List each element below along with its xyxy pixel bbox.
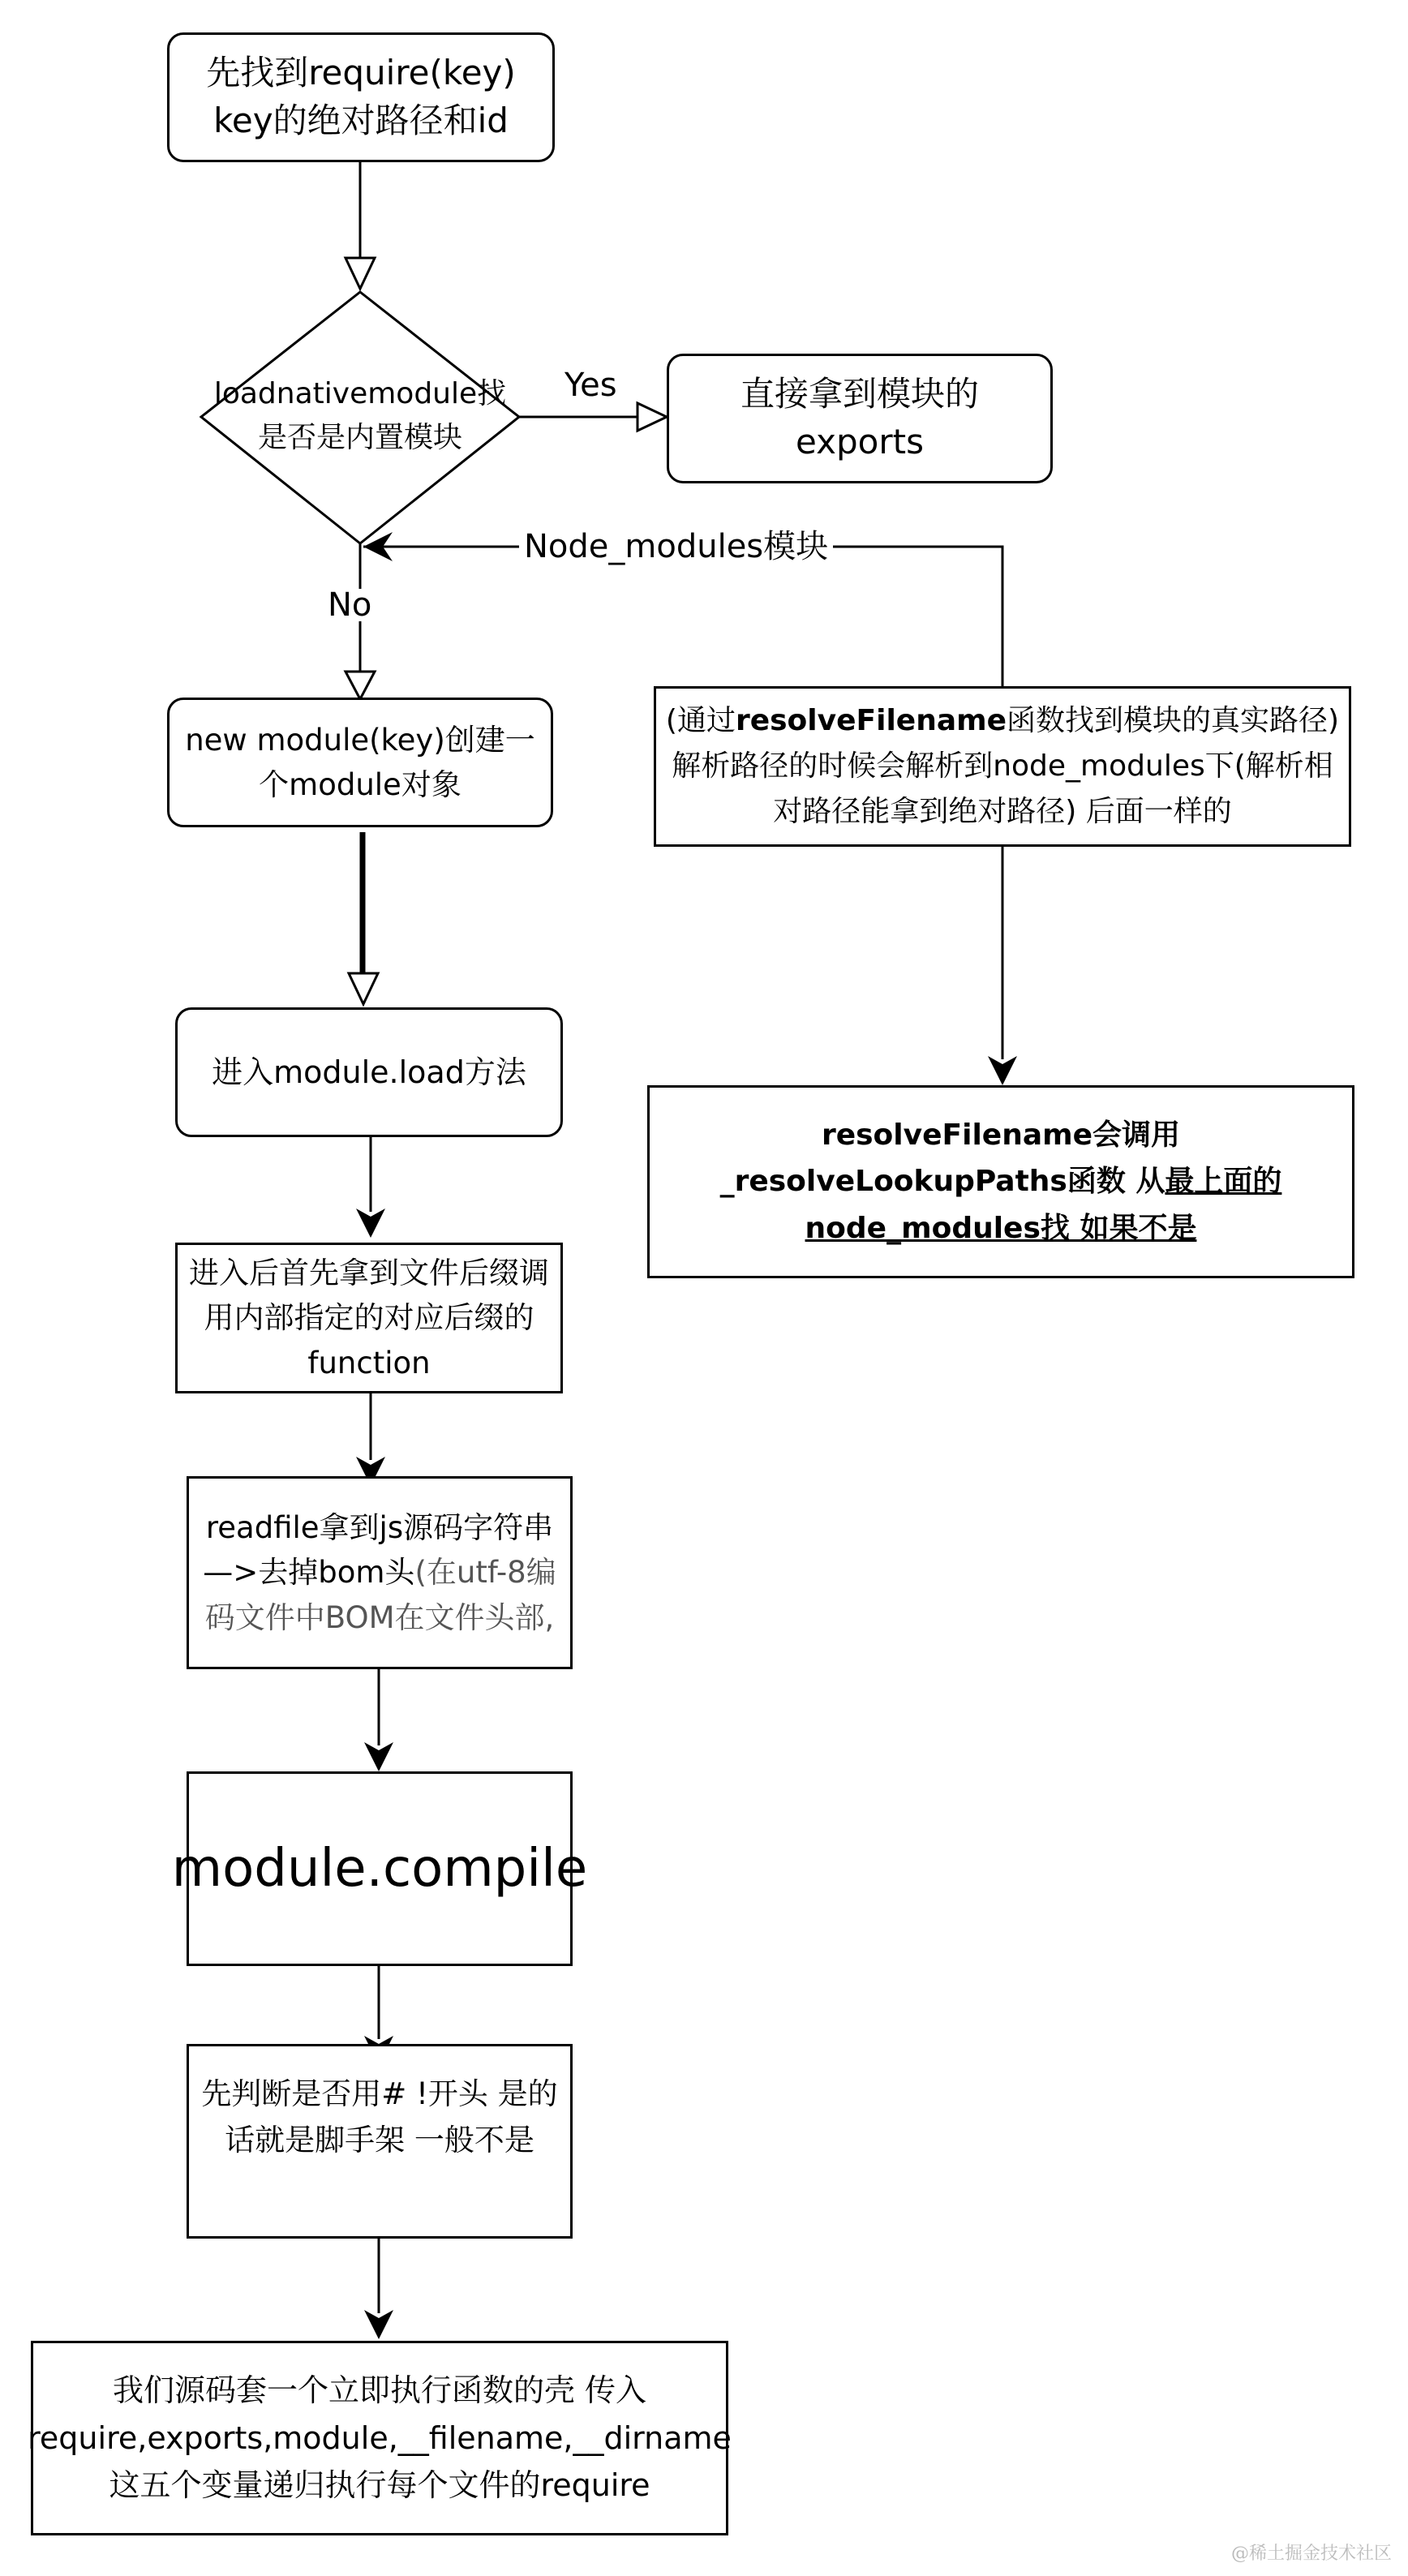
lookup-b: 最上面的node_modules找 如果不是 <box>805 1165 1282 1245</box>
node-wrap-text: 我们源码套一个立即执行函数的壳 传入require,exports,module,__filename,__dirname这五个变量递归执行每个文件的require <box>28 2372 732 2504</box>
node-shebang <box>187 2044 573 2239</box>
lookup-a: resolveFilename会调用_resolveLookupPaths函数 从 <box>719 1118 1181 1199</box>
resolve-fn: resolveFilename <box>735 704 1007 738</box>
node-new-module <box>167 698 553 827</box>
node-lookup-paths <box>647 1085 1354 1278</box>
readfile-b: (在utf-8编码文件中BOM在文件头部, <box>204 1555 556 1635</box>
resolve-prefix: (通过 <box>665 704 736 738</box>
node-get-exports <box>667 354 1053 483</box>
label-yes: Yes <box>564 367 617 404</box>
arrowhead-solid <box>356 1209 385 1238</box>
node-compile-text: module.compile <box>171 1839 588 1899</box>
node-load-method <box>175 1007 563 1137</box>
node-is-native <box>212 363 508 469</box>
node-is-native-text: loadnativemodule找是否是内置模块 <box>213 377 507 454</box>
node-wrap <box>28 2341 732 2535</box>
arrowhead-solid <box>364 1742 393 1771</box>
arrowhead-hollow <box>637 403 667 431</box>
node-suffix-text: 进入后首先拿到文件后缀调用内部指定的对应后缀的function <box>189 1255 549 1380</box>
node-resolve-filename-text <box>663 698 1342 834</box>
arrowhead-solid <box>988 1056 1017 1085</box>
node-resolve-filename <box>654 686 1351 847</box>
arrowhead-hollow <box>349 973 378 1004</box>
watermark: @稀土掘金技术社区 <box>1230 2544 1392 2564</box>
node-suffix <box>175 1243 563 1393</box>
label-node-modules: Node_modules模块 <box>519 530 833 563</box>
arrowhead-hollow <box>346 672 375 699</box>
arrowhead-solid <box>364 2310 393 2339</box>
node-lookup-paths-text <box>658 1112 1344 1252</box>
node-compile <box>171 1771 588 1966</box>
node-find-key <box>167 32 555 162</box>
node-new-module-text: new module(key)创建一个module对象 <box>185 722 535 802</box>
readfile-a: readfile拿到js源码字符串—>去掉bom头 <box>203 1509 554 1591</box>
edge-node-modules <box>363 547 1002 686</box>
arrowhead-hollow <box>346 258 375 289</box>
resolve-suffix: 函数找到模块的真实路径)解析路径的时候会解析到node_modules下(解析相对路径能拿到绝对路径) 后面一样的 <box>672 704 1340 828</box>
node-readfile-text <box>197 1505 562 1641</box>
node-shebang-text: 先判断是否用# !开头 是的话就是脚手架 一般不是 <box>201 2076 558 2158</box>
node-find-key-text: 先找到require(key) key的绝对路径和id <box>206 53 516 140</box>
node-readfile <box>187 1476 573 1669</box>
node-get-exports-text: 直接拿到模块的exports <box>740 374 979 462</box>
node-load-method-text: 进入module.load方法 <box>212 1054 526 1090</box>
label-no: No <box>328 586 372 624</box>
